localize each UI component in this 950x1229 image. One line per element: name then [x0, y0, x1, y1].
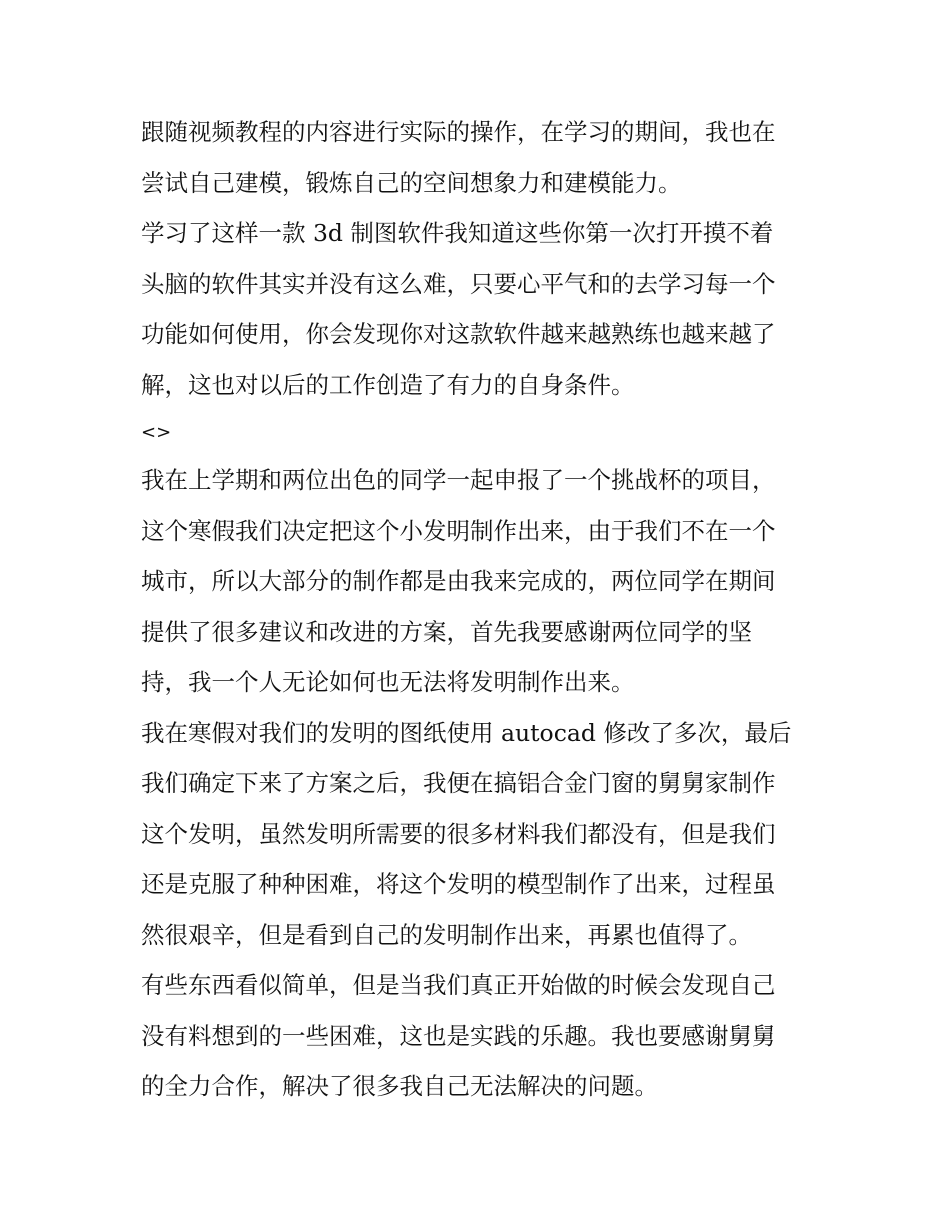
text-line: 城市，所以大部分的制作都是由我来完成的，两位同学在期间 — [141, 567, 776, 595]
paragraph-4 — [141, 708, 821, 961]
paragraph-5 — [141, 960, 821, 1112]
text-line: 跟随视频教程的内容进行实际的操作，在学习的期间，我也在 — [141, 118, 776, 146]
text-line: 我们确定下来了方案之后，我便在搞铝合金门窗的舅舅家制作 — [141, 769, 776, 797]
paragraph-2 — [141, 208, 821, 410]
text-line: 功能如何使用，你会发现你对这款软件越来越熟练也越来越了 — [141, 320, 776, 348]
separator-marker — [141, 410, 821, 455]
text-line: 头脑的软件其实并没有这么难，只要心平气和的去学习每一个 — [141, 269, 776, 298]
paragraph-3 — [141, 455, 821, 708]
text-line: 解，这也对以后的工作创造了有力的自身条件。 — [141, 370, 635, 399]
text-line: 提供了很多建议和改进的方案，首先我要感谢两位同学的坚 — [141, 617, 752, 646]
angle-bracket-marker: <> — [141, 422, 172, 443]
text-line: 持，我一个人无论如何也无法将发明制作出来。 — [141, 668, 635, 696]
text-line: 没有料想到的一些困难，这也是实践的乐趣。我也要感谢舅舅 — [141, 1021, 776, 1050]
text-line: 我在上学期和两位出色的同学一起申报了一个挑战杯的项目， — [141, 466, 776, 494]
text-line: 这个发明，虽然发明所需要的很多材料我们都没有，但是我们 — [141, 819, 776, 848]
text-line: 有些东西看似简单，但是当我们真正开始做的时候会发现自己 — [141, 971, 776, 999]
text-line: 学习了这样一款 3d 制图软件我知道这些你第一次打开摸不着 — [141, 219, 774, 247]
text-line: 的全力合作，解决了很多我自己无法解决的问题。 — [141, 1072, 658, 1100]
text-line: 然很艰辛，但是看到自己的发明制作出来，再累也值得了。 — [141, 920, 752, 949]
text-line: 还是克服了种种困难，将这个发明的模型制作了出来，过程虽 — [141, 870, 776, 898]
text-line: 这个寒假我们决定把这个小发明制作出来，由于我们不在一个 — [141, 516, 776, 545]
text-line: 我在寒假对我们的发明的图纸使用 autocad 修改了多次，最后 — [141, 718, 792, 747]
text-line: 尝试自己建模，锻炼自己的空间想象力和建模能力。 — [141, 168, 682, 197]
document-body — [141, 107, 821, 1112]
paragraph-1 — [141, 107, 821, 208]
